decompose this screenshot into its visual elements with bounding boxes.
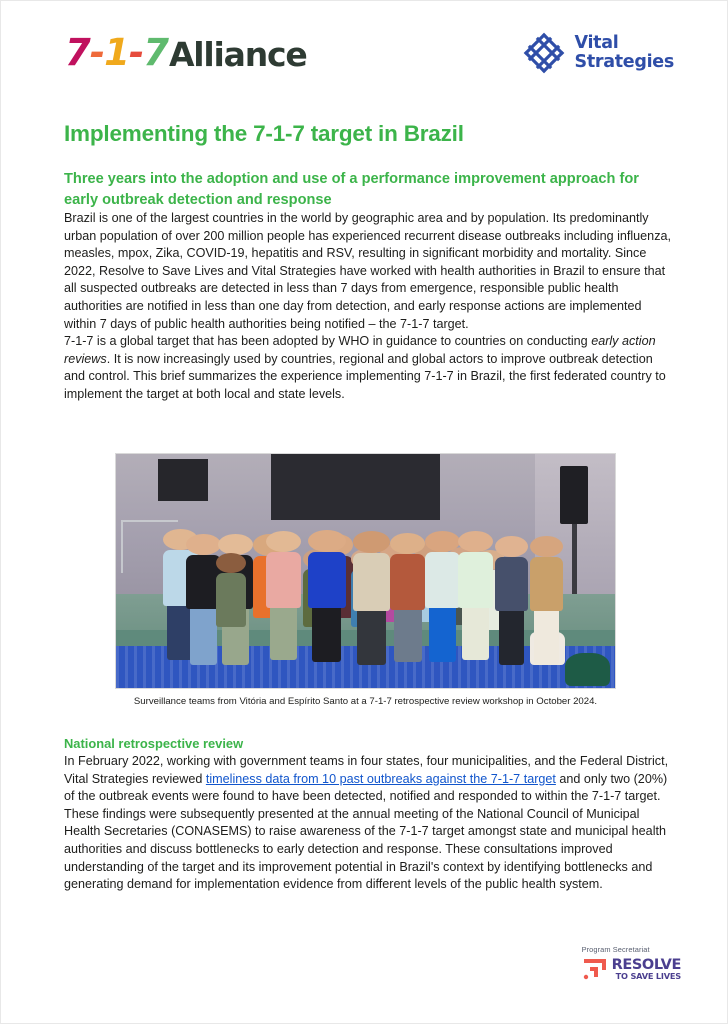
figure-caption: Surveillance teams from Vitória and Espírito Santo at a 7-1-7 retrospective review workshop in October 2024. [133, 696, 598, 707]
photo-person [495, 536, 527, 665]
vital-strategies-wordmark [575, 34, 674, 72]
vital-line-1: Vital [574, 33, 619, 53]
figure-block [115, 453, 616, 708]
photo-person [216, 553, 246, 627]
vital-line-2: Strategies [574, 52, 674, 72]
early-action-reviews-emphasis: early action reviews [64, 334, 656, 366]
photo-person [390, 533, 425, 662]
document-body-top [64, 121, 674, 404]
page-footer [582, 945, 681, 981]
paragraph-2-text-a: 7-1-7 is a global target that has been adopted by WHO in guidance to countries on conducting [64, 334, 592, 349]
paragraph-intro: Brazil is one of the largest countries in the world by geographic area and by population. Its predominantly urban population of over 200 million people has experienced recurrent disease outbreaks including influenza, measles, mpox, Zika, COVID-19, hepatitis and RSV, resulting in significant morbidity and mortality. Since 2022, Resolve to Save Lives and Vital Strategies have worked with health authorities in Brazil to ensure that all suspected outbreaks are detected in less than 7 days from emergence, responsible public health authorities are notified in less than one day from detection, and early response actions are implemented within 7 days of public health authorities being notified – the 7-1-7 target. [64, 211, 671, 331]
photo-loudspeaker [560, 466, 587, 525]
photo-projection-screen [271, 454, 441, 520]
photo-person [458, 531, 493, 660]
timeliness-data-link[interactable]: timeliness data from 10 past outbreaks against the 7-1-7 target [205, 771, 556, 786]
paragraph-national-review [64, 753, 677, 894]
paragraph-global-target [64, 333, 674, 403]
photo-speaker-stand [572, 524, 577, 594]
page-subtitle: Three years into the adoption and use of a performance improvement approach for early outbreak detection and response [64, 171, 639, 208]
program-secretariat-label: Program Secretariat [581, 945, 650, 954]
document-body-bottom [64, 735, 677, 894]
page-title: Implementing the 7-1-7 target in Brazil [64, 121, 464, 146]
photo-green-chair [565, 653, 610, 686]
photo-person [530, 536, 562, 665]
paragraph-2-text-b: . It is now increasingly used by countries, regional and global actors to improve outbreak detection and control. This brief summarizes the experience implementing 7-1-7 in Brazil, the first federated country to implement the target at both local and state levels. [64, 351, 666, 401]
photo-person [425, 531, 460, 662]
photo-person [308, 530, 345, 662]
woven-lattice-icon [522, 31, 566, 75]
logo-dash-first: - [89, 31, 105, 74]
group-photo [115, 453, 616, 689]
logo-digit-one: 1 [104, 31, 129, 74]
resolve-wordmark [612, 958, 681, 981]
section-heading-national-retrospective-review: National retrospective review [64, 736, 244, 751]
resolve-to-save-lives-logo [582, 957, 681, 981]
page-header [1, 1, 728, 109]
photo-person [266, 531, 301, 660]
paragraph-3-text-a: In February 2022, working with government teams in four states, four municipalities, and the Federal District, Vital Strategies reviewed [64, 754, 669, 786]
photo-person [353, 531, 390, 665]
resolve-bracket-icon [582, 957, 608, 981]
paragraph-3-text-b: and only two (20%) of the outbreak events were found to have been detected, notified and responded to within the 7-1-7 target. These findings were subsequently presented at the annual meeting of the National Council of Municipal Health Secretaries (CONASEMS) to raise awareness of the 7-1-7 target amongst state and municipal health authorities and discuss bottlenecks to early detection and response. These consultations improved understanding of the target and its improvement potential in Brazil's context by identifying bottlenecks and generating demand for implementation evidence from different levels of the public health system. [64, 771, 668, 892]
717-alliance-logo [65, 29, 307, 74]
logo-dash-second: - [128, 31, 144, 74]
logo-digit-seven-second: 7 [143, 31, 168, 74]
resolve-line-1: RESOLVE [611, 956, 681, 973]
vital-strategies-logo [522, 31, 674, 75]
logo-alliance-word: Alliance [168, 35, 307, 74]
photo-dark-panel [158, 459, 208, 501]
resolve-line-2: TO SAVE LIVES [615, 970, 681, 981]
logo-digit-seven-first: 7 [65, 31, 90, 74]
